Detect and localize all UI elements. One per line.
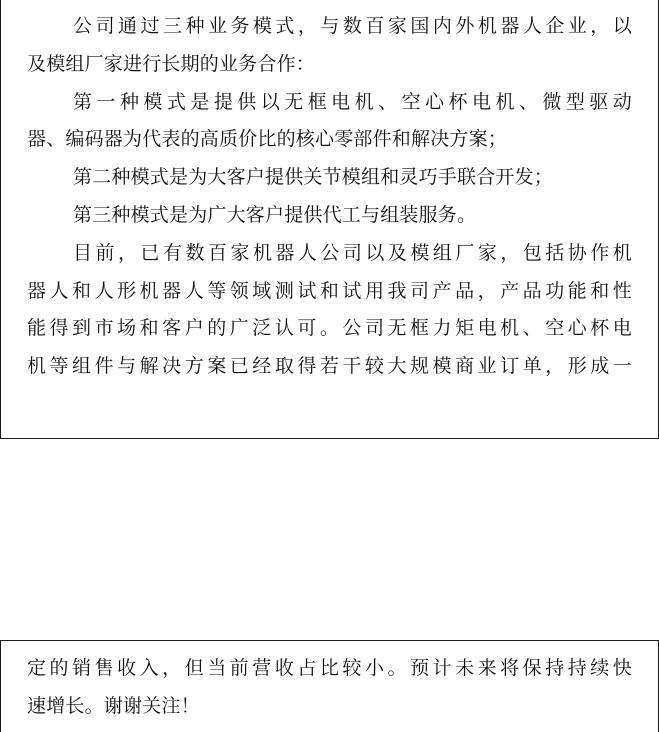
paragraph-5-line-1: 目前，已有数百家机器人公司以及模组厂家，包括协作机 xyxy=(73,241,632,264)
paragraph-1-line-1: 公司通过三种业务模式，与数百家国内外机器人企业，以 xyxy=(73,15,632,37)
paragraph-1-line-2: 及模组厂家进行长期的业务合作： xyxy=(27,52,316,75)
paragraph-5-line-3: 能得到市场和客户的广泛认可。公司无框力矩电机、空心杯电 xyxy=(27,317,632,340)
table-cell-bottom xyxy=(0,640,659,732)
paragraph-3-line-1: 第二种模式是为大客户提供关节模组和灵巧手联合开发； xyxy=(73,166,554,189)
paragraph-5-line-2: 器人和人形机器人等领域测试和试用我司产品，产品功能和性 xyxy=(27,279,632,302)
paragraph-5-line-4: 机等组件与解决方案已经取得若干较大规模商业订单，形成一 xyxy=(27,355,632,378)
paragraph-2-line-2: 器、编码器为代表的高质价比的核心零部件和解决方案； xyxy=(27,128,508,151)
paragraph-5-line-6: 速增长。谢谢关注！ xyxy=(27,694,200,717)
paragraph-4-line-1: 第三种模式是为广大客户提供代工与组装服务。 xyxy=(73,203,477,226)
paragraph-2-line-1: 第一种模式是提供以无框电机、空心杯电机、微型驱动 xyxy=(73,90,632,113)
paragraph-5-line-5: 定的销售收入，但当前营收占比较小。预计未来将保持持续快 xyxy=(27,657,632,679)
